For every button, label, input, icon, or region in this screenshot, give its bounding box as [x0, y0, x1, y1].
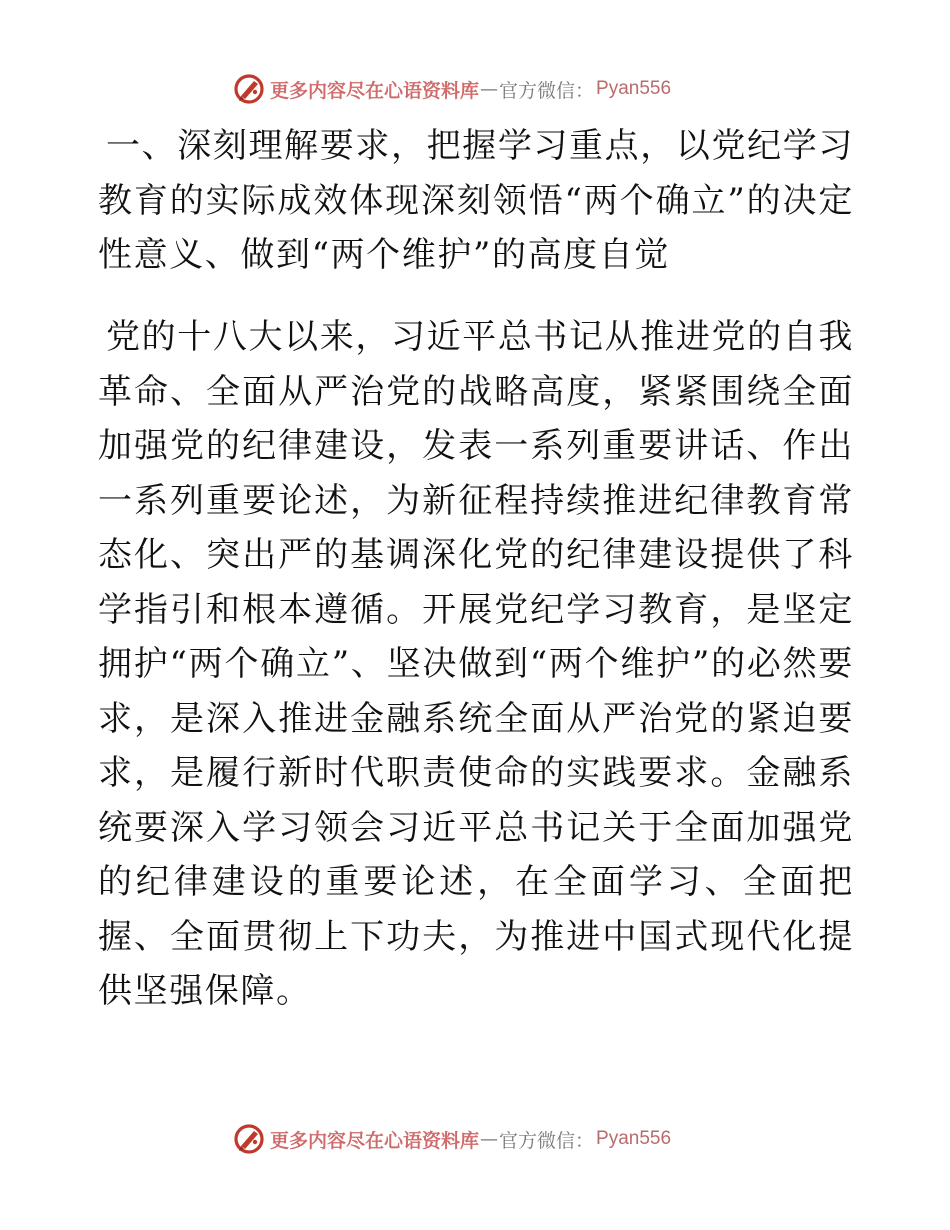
banner-promo-text: 更多内容尽在心语资料库: [270, 79, 480, 102]
section-heading: 一、深刻理解要求，把握学习重点，以党纪学习教育的实际成效体现深刻领悟“两个确立”的决定性意义、做到“两个维护”的高度自觉: [98, 126, 854, 275]
body-paragraph: 党的十八大以来，习近平总书记从推进党的自我革命、全面从严治党的战略高度，紧紧围绕全面加强党的纪律建设，发表一系列重要讲话、作出一系列重要论述，为新征程持续推进纪律教育常态化、突出严的基调深化党的纪律建设提供了科学指引和根本遵循。开展党纪学习教育，是坚定拥护“两个确立”、坚决做到“两个维护”的必然要求，是深入推进金融系统全面从严治党的紧迫要求，是履行新时代职责使命的实践要求。金融系统要深入学习领会习近平总书记关于全面加强党的纪律建设的重要论述，在全面学习、全面把握、全面贯彻上下功夫，为推进中国式现代化提供坚强保障。: [98, 317, 854, 1011]
banner-wechat-id: Pyan556: [596, 78, 672, 99]
pen-logo-icon: [232, 72, 266, 106]
banner-wechat-id: Pyan556: [596, 1128, 672, 1149]
header-banner: [232, 72, 712, 106]
footer-banner: [232, 1122, 712, 1156]
pen-logo-icon: [232, 1122, 266, 1156]
banner-separator: —: [480, 78, 499, 100]
banner-official-label: 官方微信：: [499, 1129, 595, 1152]
banner-separator: —: [480, 1128, 499, 1150]
banner-promo-text: 更多内容尽在心语资料库: [270, 1129, 480, 1152]
banner-official-label: 官方微信：: [499, 79, 595, 102]
